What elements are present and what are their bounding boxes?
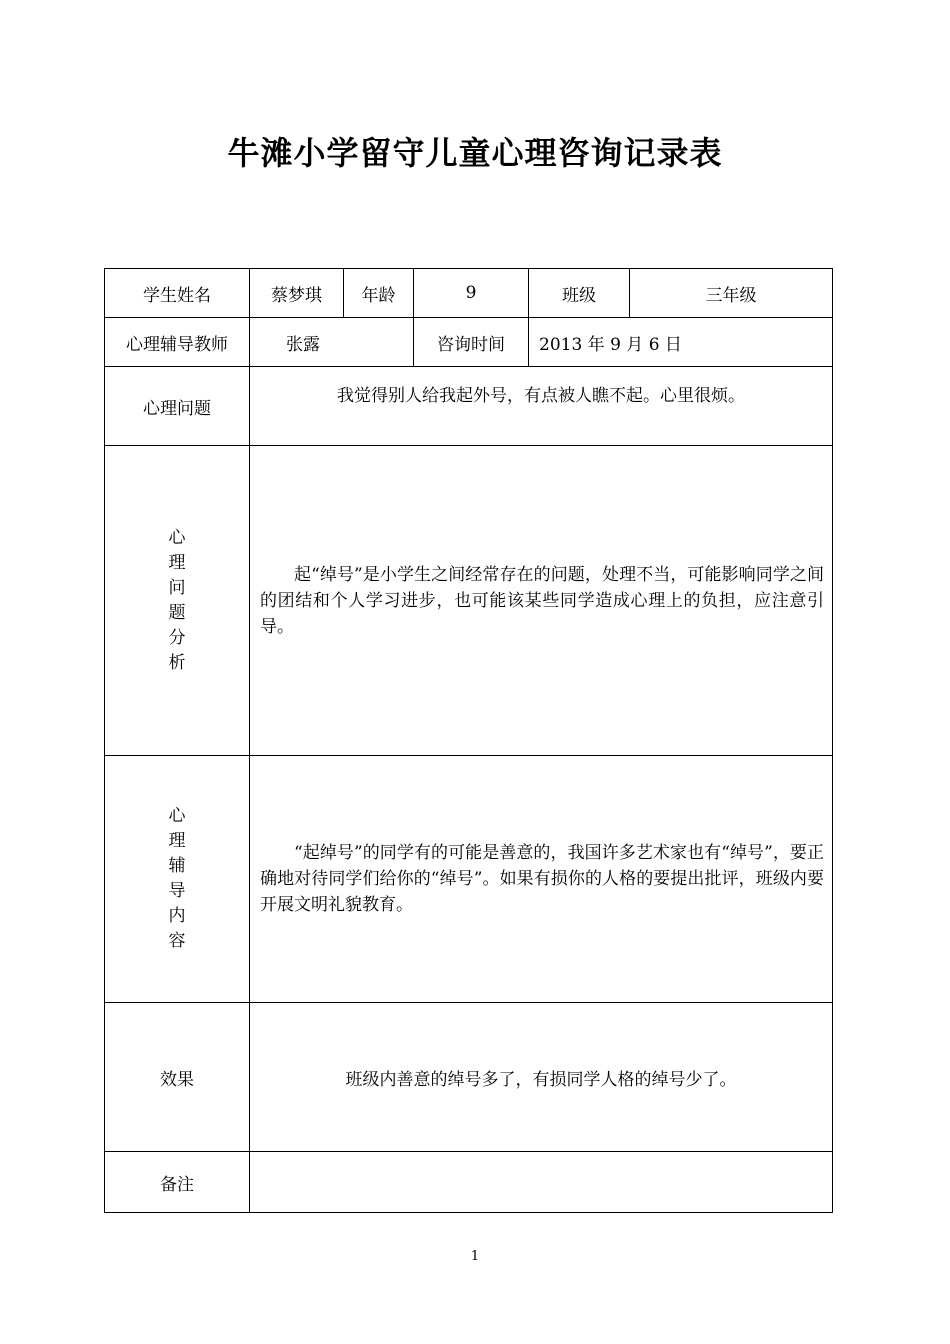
analysis-label-char: 析 [168, 652, 186, 673]
row-guidance [105, 756, 833, 1003]
guidance-label-char: 导 [168, 881, 186, 901]
guidance-label-char: 容 [168, 931, 186, 951]
class-label: 班级 [529, 269, 630, 318]
analysis-label [105, 446, 250, 756]
analysis-label-char: 理 [168, 552, 186, 573]
student-name-label: 学生姓名 [105, 269, 250, 318]
effect-label: 效果 [105, 1003, 250, 1152]
time-label: 咨询时间 [414, 318, 529, 367]
class-value: 三年级 [630, 269, 833, 318]
analysis-value: 起“绰号”是小学生之间经常存在的问题，处理不当，可能影响同学之间的团结和个人学习进步，也可能该某些同学造成心理上的负担，应注意引导。 [250, 446, 833, 756]
row-problem [105, 367, 833, 446]
teacher-label: 心理辅导教师 [105, 318, 250, 367]
row-effect [105, 1003, 833, 1152]
guidance-label [105, 756, 250, 1003]
row-student-info [105, 269, 833, 318]
effect-value: 班级内善意的绰号多了，有损同学人格的绰号少了。 [250, 1003, 833, 1152]
row-analysis [105, 446, 833, 756]
teacher-value: 张露 [250, 318, 414, 367]
analysis-label-char: 题 [168, 602, 186, 623]
age-label: 年龄 [344, 269, 414, 318]
guidance-value: “起绰号”的同学有的可能是善意的，我国许多艺术家也有“绰号”，要正确地对待同学们给你的“绰号”。如果有损你的人格的要提出批评，班级内要开展文明礼貌教育。 [250, 756, 833, 1003]
guidance-label-char: 心 [168, 806, 186, 826]
row-teacher-info [105, 318, 833, 367]
analysis-label-char: 问 [168, 577, 186, 598]
remarks-value [250, 1152, 833, 1213]
page-title: 牛滩小学留守儿童心理咨询记录表 [227, 134, 723, 172]
page-number: 1 [470, 1249, 480, 1264]
guidance-label-char: 理 [168, 831, 186, 851]
guidance-label-char: 辅 [168, 856, 186, 876]
student-name-value: 蔡梦琪 [250, 269, 344, 318]
problem-label: 心理问题 [105, 367, 250, 446]
row-remarks [105, 1152, 833, 1213]
problem-value: 我觉得别人给我起外号，有点被人瞧不起。心里很烦。 [250, 367, 833, 446]
remarks-label: 备注 [105, 1152, 250, 1213]
analysis-label-char: 心 [168, 527, 186, 548]
guidance-label-char: 内 [168, 906, 186, 926]
time-value: 2013 年 9 月 6 日 [529, 318, 833, 367]
analysis-label-char: 分 [168, 627, 186, 648]
age-value: 9 [414, 269, 529, 318]
counseling-record-table [104, 268, 833, 1213]
